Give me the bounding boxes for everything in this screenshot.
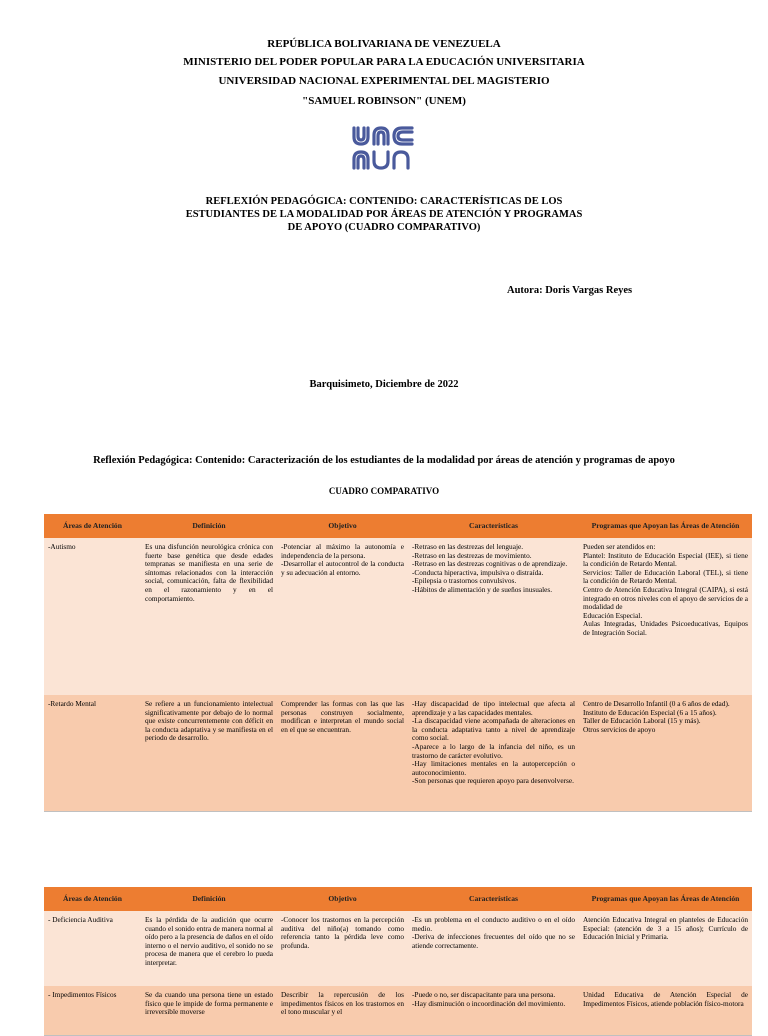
comparative-table-2 bbox=[44, 887, 752, 1036]
cell-caracteristicas: -Retraso en las destrezas del lenguaje. -Retraso en las destrezas de movimiento. -Retraso en las destrezas cognitivas o de aprendizaje. -Conducta hiperactiva, impulsiva o distraída. -Epilepsia o trastornos convulsivos. -Hábitos de alimentación y de sueños inusuales. bbox=[408, 538, 579, 695]
cell-programas: Unidad Educativa de Atención Especial de Impedimentos Físicos, atiende población físico-motora bbox=[579, 986, 752, 1036]
header-areas: Áreas de Atención bbox=[44, 514, 141, 538]
header-programas: Programas que Apoyan las Áreas de Atención bbox=[579, 514, 752, 538]
table-header-row bbox=[44, 887, 752, 911]
header-programas: Programas que Apoyan las Áreas de Atención bbox=[579, 887, 752, 911]
header-objetivo: Objetivo bbox=[277, 887, 408, 911]
document-title: REFLEXIÓN PEDAGÓGICA: CONTENIDO: CARACTERÍSTICAS DE LOS ESTUDIANTES DE LA MODALIDAD POR ÁREAS DE ATENCIÓN Y PROGRAMAS DE APOYO (CUADRO COMPARATIVO) bbox=[185, 196, 583, 233]
cell-definicion: Se refiere a un funcionamiento intelectual significativamente por debajo de lo normal que existe concurrentemente con déficit en la conducta adaptativa y se manifiesta en el periodo de desarrollo. bbox=[141, 695, 277, 812]
header-areas: Áreas de Atención bbox=[44, 887, 141, 911]
cell-objetivo: -Conocer los trastornos en la percepción auditiva del niño(a) tomando como referencia tanto la pérdida leve como profunda. bbox=[277, 911, 408, 986]
cell-area: - Deficiencia Auditiva bbox=[44, 911, 141, 986]
table-row bbox=[44, 911, 752, 986]
cell-area: -Retardo Mental bbox=[44, 695, 141, 812]
cell-definicion: Se da cuando una persona tiene un estado físico que le impide de forma permanente e irreversible moverse bbox=[141, 986, 277, 1036]
unem-logo-icon bbox=[350, 124, 416, 172]
cell-programas: Atención Educativa Integral en planteles de Educación Especial: (atención de 3 a 15 años); Currículo de Educación Inicial y Primaria. bbox=[579, 911, 752, 986]
cell-objetivo: Comprender las formas con las que las personas construyen socialmente, modifican e interpretan el mundo social en el que se encuentran. bbox=[277, 695, 408, 812]
header-unem: "SAMUEL ROBINSON" (UNEM) bbox=[302, 95, 466, 107]
header-objetivo: Objetivo bbox=[277, 514, 408, 538]
header-ministry: MINISTERIO DEL PODER POPULAR PARA LA EDUCACIÓN UNIVERSITARIA bbox=[183, 56, 585, 68]
header-caracteristicas: Características bbox=[408, 514, 579, 538]
header-definicion: Definición bbox=[141, 514, 277, 538]
header-definicion: Definición bbox=[141, 887, 277, 911]
section-subtitle: Reflexión Pedagógica: Contenido: Caracterización de los estudiantes de la modalidad por áreas de atención y programas de apoyo bbox=[93, 455, 675, 466]
cell-caracteristicas: -Puede o no, ser discapacitante para una persona. -Hay disminución o incoordinación del movimiento. bbox=[408, 986, 579, 1036]
author: Autora: Doris Vargas Reyes bbox=[507, 285, 633, 296]
date-place: Barquisimeto, Diciembre de 2022 bbox=[309, 379, 459, 390]
cell-definicion: Es una disfunción neurológica crónica con fuerte base genética que desde edades tempranas se manifiesta en una serie de síntomas relacionados con la interacción social, comunicación, falta de flexibilidad en el razonamiento y en el comportamiento. bbox=[141, 538, 277, 695]
cell-area: -Autismo bbox=[44, 538, 141, 695]
table-row bbox=[44, 695, 752, 812]
cell-programas: Pueden ser atendidos en: Plantel: Instituto de Educación Especial (IEE), si tiene la condición de Retardo Mental. Servicios: Taller de Educación Laboral (TEL), si tiene la condición de Retardo Mental. Centro de Atención Educativa Integral (CAIPA), si está integrado en otros niveles con el apoyo de servicios de a modalidad de Educación Especial. Aulas Integradas, Unidades Psicoeducativas, Equipos de Integración Social. bbox=[579, 538, 752, 695]
header-caracteristicas: Características bbox=[408, 887, 579, 911]
cell-objetivo: -Potenciar al máximo la autonomía e independencia de la persona. -Desarrollar el autocontrol de la conducta y su adecuación al entorno. bbox=[277, 538, 408, 695]
cell-definicion: Es la pérdida de la audición que ocurre cuando el sonido entra de manera normal al oído pero a la presencia de daños en el oído interno o el nervio auditivo, el sonido no se procesa de manera que el cerebro lo pueda interpretar. bbox=[141, 911, 277, 986]
cell-programas: Centro de Desarrollo Infantil (0 a 6 años de edad). Instituto de Educación Especial (6 a 15 años). Taller de Educación Laboral (15 y más). Otros servicios de apoyo bbox=[579, 695, 752, 812]
table-header-row bbox=[44, 514, 752, 538]
cell-caracteristicas: -Hay discapacidad de tipo intelectual que afecta al aprendizaje y a las capacidades mentales. -La discapacidad viene acompañada de alteraciones en la conducta adaptativa tanto a nivel de aprendizaje como social. -Aparece a lo largo de la infancia del niño, es un trastorno de carácter evolutivo. -Hay limitaciones mentales en la autopercepción o autoconocimiento. -Son personas que requieren apoyo para desenvolverse. bbox=[408, 695, 579, 812]
table-row bbox=[44, 986, 752, 1036]
table-title: CUADRO COMPARATIVO bbox=[328, 486, 440, 496]
table-row bbox=[44, 538, 752, 695]
comparative-table-1 bbox=[44, 514, 752, 812]
header-university: UNIVERSIDAD NACIONAL EXPERIMENTAL DEL MAGISTERIO bbox=[218, 75, 550, 87]
header-republic: REPÚBLICA BOLIVARIANA DE VENEZUELA bbox=[267, 38, 501, 50]
cell-area: - Impedimentos Físicos bbox=[44, 986, 141, 1036]
cell-objetivo: Describir la repercusión de los impedimentos físicos en los trastornos en el tono muscular y el bbox=[277, 986, 408, 1036]
cell-caracteristicas: -Es un problema en el conducto auditivo o en el oído medio. -Deriva de infecciones frecuentes del oído que no se atiende correctamente. bbox=[408, 911, 579, 986]
